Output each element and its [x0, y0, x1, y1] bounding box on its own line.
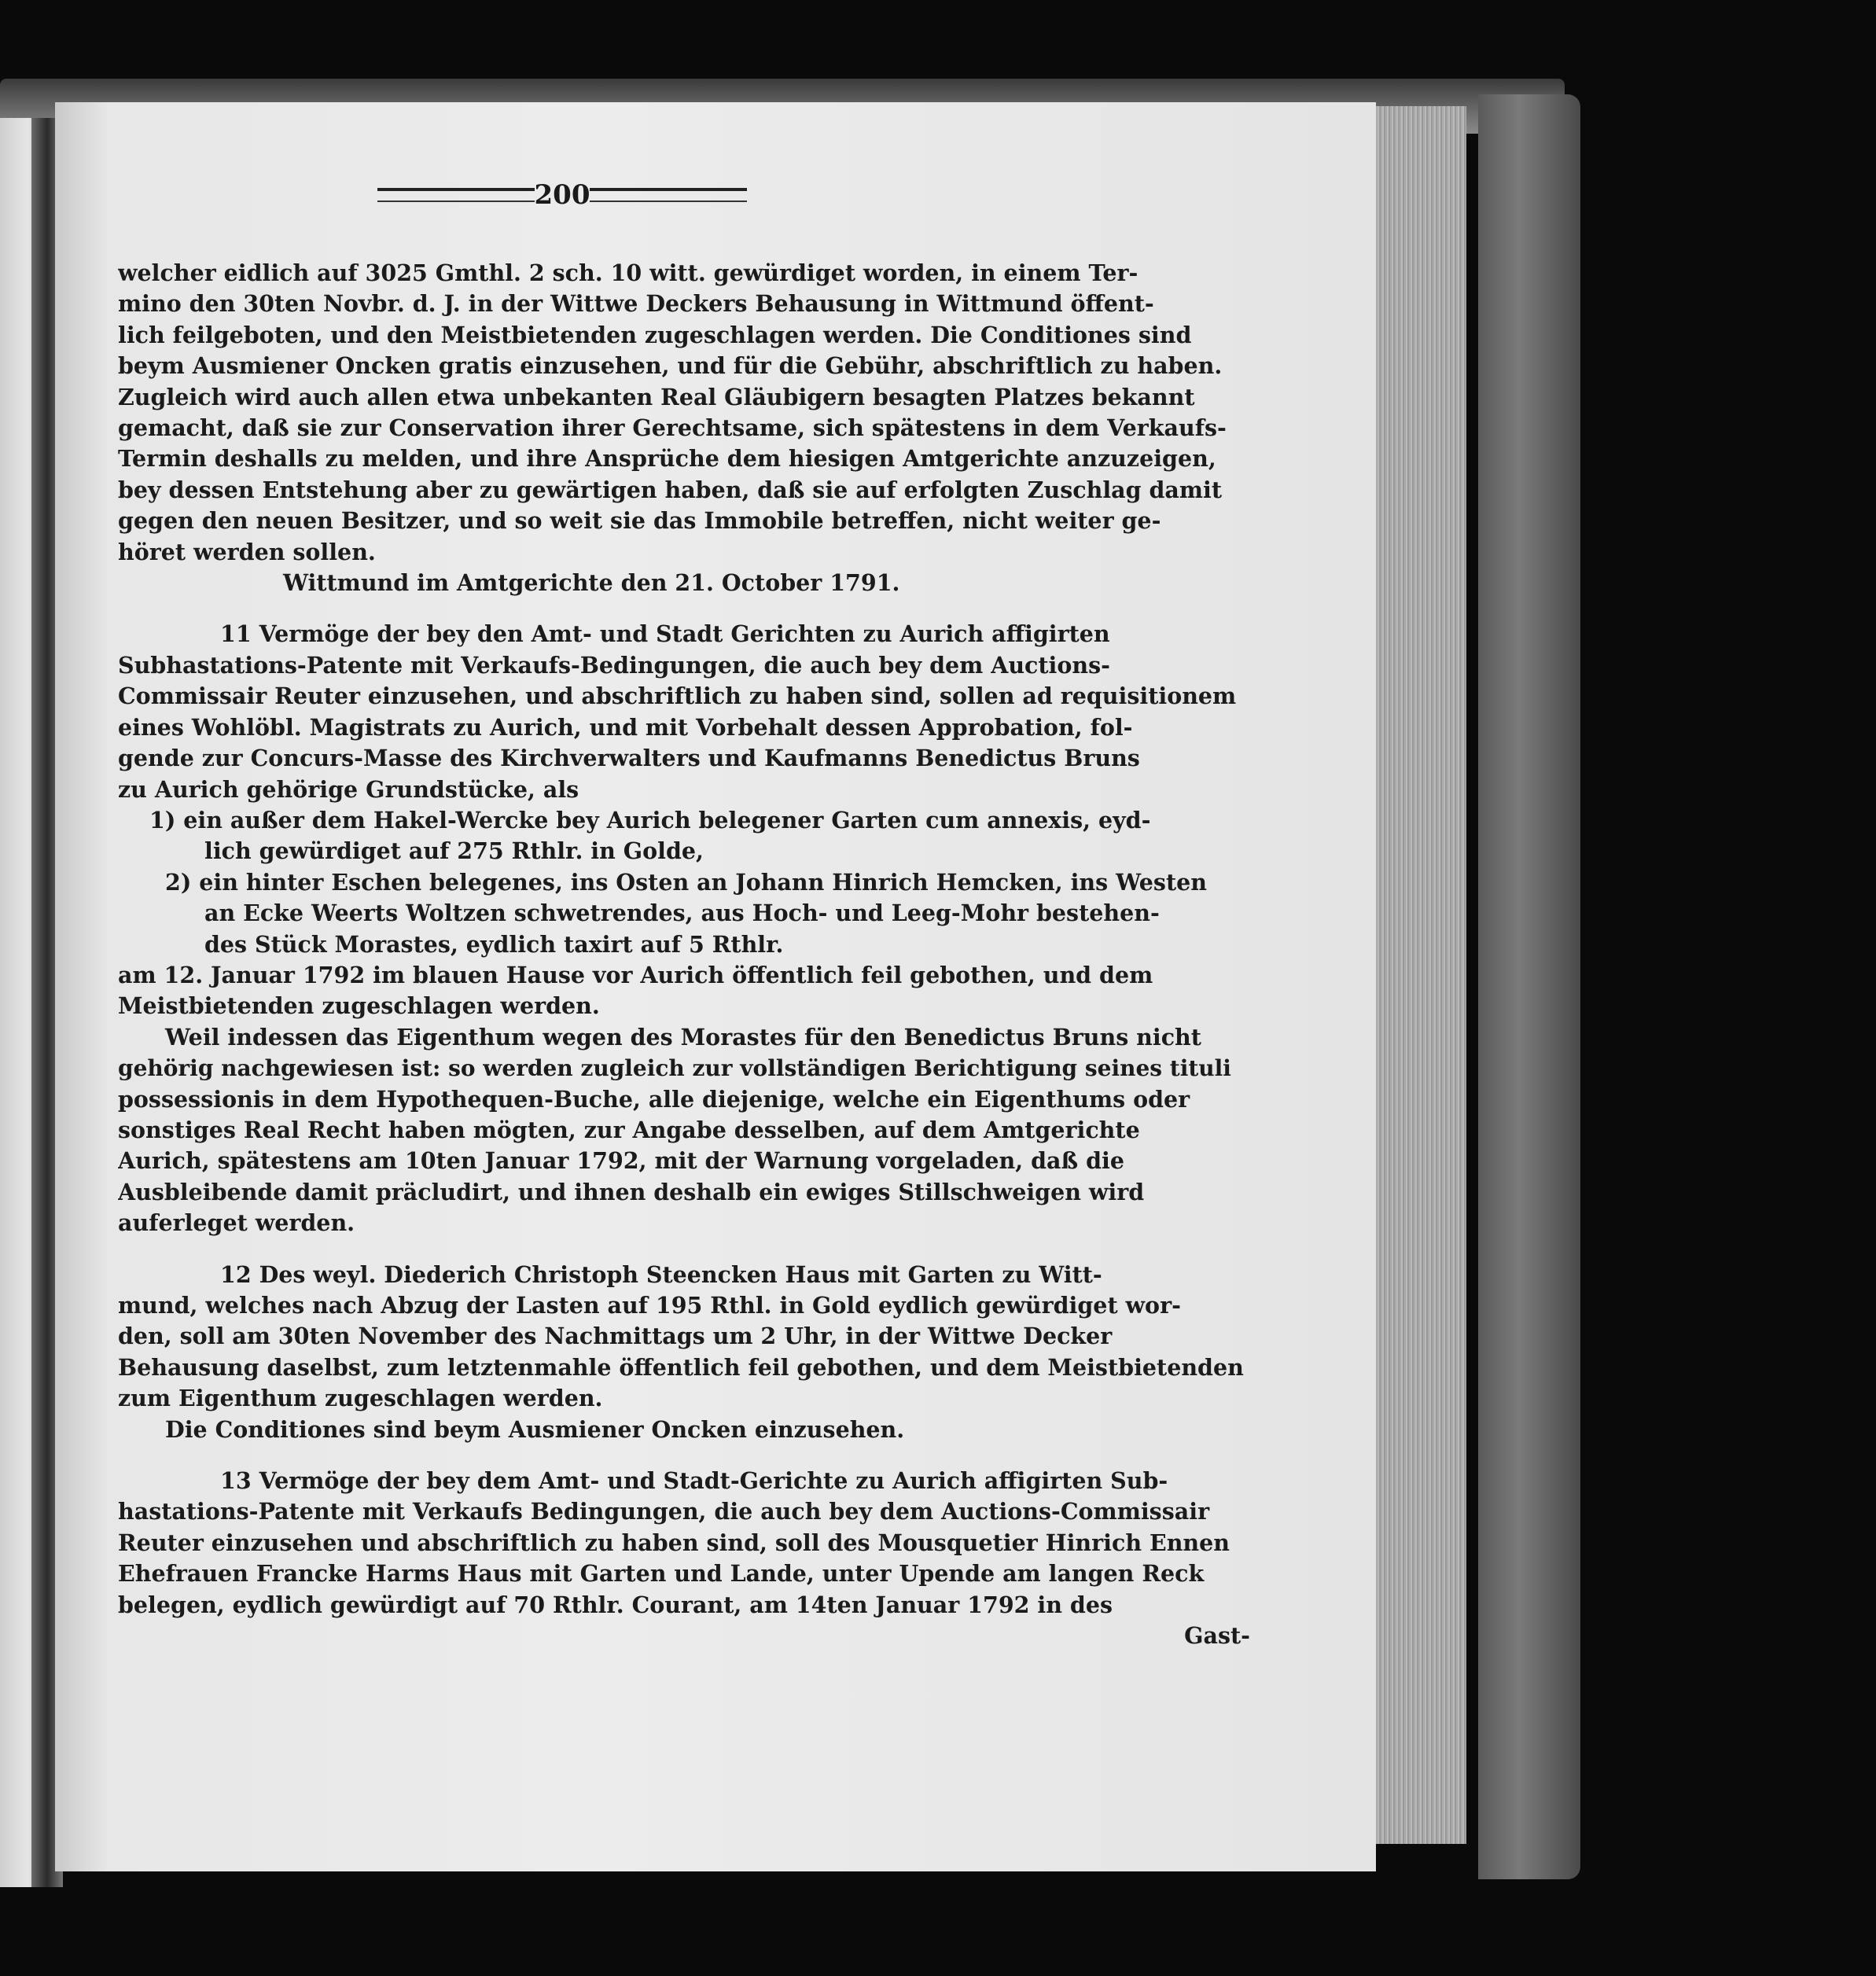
page-stack-edges — [1372, 106, 1466, 1844]
list-item-continuation: des Stück Morastes, eydlich taxirt auf 5 Rthlr. — [204, 930, 784, 958]
text-line: mino den 30ten Novbr. d. J. in der Wittwe Deckers Behausung in Wittmund öffent- — [118, 290, 1154, 318]
item-heading-11: 11 Vermöge der bey den Amt- und Stadt Gerichten zu Aurich affigirten — [220, 620, 1110, 648]
text-line: lich feilgeboten, und den Meistbietenden zugeschlagen werden. Die Conditiones sind — [118, 321, 1192, 348]
text-line: am 12. Januar 1792 im blauen Hause vor Aurich öffentlich feil gebothen, und dem — [118, 961, 1153, 988]
list-item: 2) ein hinter Eschen belegenes, ins Osten an Johann Hinrich Hemcken, ins Westen — [165, 868, 1207, 896]
list-item-continuation: lich gewürdiget auf 275 Rthlr. in Golde, — [204, 837, 704, 865]
text-line: sonstiges Real Recht haben mögten, zur Angabe desselben, auf dem Amtgerichte — [118, 1116, 1140, 1143]
text-line: Termin deshalls zu melden, und ihre Ansprüche dem hiesigen Amtgerichte anzuzeigen, — [118, 445, 1216, 473]
text-line: welcher eidlich auf 3025 Gmthl. 2 sch. 10 witt. gewürdiget worden, in einem Ter- — [118, 259, 1138, 286]
page-body — [118, 258, 1250, 1651]
text-line: Ausbleibende damit präcludirt, und ihnen deshalb ein ewiges Stillschweigen wird — [118, 1178, 1145, 1205]
text-line: zum Eigenthum zugeschlagen werden. — [118, 1385, 603, 1412]
text-line: hastations-Patente mit Verkaufs Bedingungen, die auch bey dem Auctions-Commissair — [118, 1498, 1210, 1525]
text-line: gemacht, daß sie zur Conservation ihrer Gerechtsame, sich spätestens in dem Verkaufs- — [118, 414, 1227, 442]
text-line: gehörig nachgewiesen ist: so werden zugleich zur vollständigen Berichtigung seines tituli — [118, 1055, 1231, 1082]
text-line: Weil indessen das Eigenthum wegen des Morastes für den Benedictus Bruns nicht — [165, 1023, 1201, 1051]
text-line: zu Aurich gehörige Grundstücke, als — [118, 775, 579, 803]
text-line: Meistbietenden zugeschlagen werden. — [118, 992, 600, 1020]
text-line: mund, welches nach Abzug der Lasten auf 195 Rthl. in Gold eydlich gewürdiget wor- — [118, 1292, 1181, 1319]
text-line: Subhastations-Patente mit Verkaufs-Bedingungen, die auch bey dem Auctions- — [118, 651, 1110, 679]
text-line: auferleget werden. — [118, 1209, 355, 1237]
text-line: Behausung daselbst, zum letztenmahle öffentlich feil gebothen, und dem Meistbietenden — [118, 1353, 1244, 1381]
text-line: Zugleich wird auch allen etwa unbekanten Real Gläubigern besagten Platzes bekannt — [118, 383, 1195, 410]
book-cover-right — [1478, 94, 1580, 1879]
list-item: 1) ein außer dem Hakel-Wercke bey Aurich belegener Garten cum annexis, eyd- — [149, 806, 1151, 833]
header-rule-right — [590, 188, 747, 202]
text-line: den, soll am 30ten November des Nachmittags um 2 Uhr, in der Wittwe Decker — [118, 1323, 1113, 1350]
text-line: bey dessen Entstehung aber zu gewärtigen haben, daß sie auf erfolgten Zuschlag damit — [118, 476, 1223, 503]
list-item-continuation: an Ecke Weerts Woltzen schwetrendes, aus Hoch- und Leeg-Mohr bestehen- — [204, 900, 1160, 927]
text-line: Reuter einzusehen und abschriftlich zu haben sind, soll des Mousquetier Hinrich Ennen — [118, 1529, 1230, 1556]
text-line: höret werden sollen. — [118, 538, 376, 565]
text-line: beym Ausmiener Oncken gratis einzusehen, und für die Gebühr, abschriftlich zu haben. — [118, 352, 1223, 380]
page-number: 200 — [534, 179, 590, 211]
text-line: gende zur Concurs-Masse des Kirchverwalters und Kaufmanns Benedictus Bruns — [118, 745, 1140, 772]
catchword: Gast- — [1184, 1622, 1250, 1650]
dateline: Wittmund im Amtgerichte den 21. October 1791. — [283, 569, 900, 597]
text-line: eines Wohlöbl. Magistrats zu Aurich, und mit Vorbehalt dessen Approbation, fol- — [118, 713, 1133, 741]
header-rule-left — [377, 188, 535, 202]
text-line: Ehefrauen Francke Harms Haus mit Garten und Lande, unter Upende am langen Reck — [118, 1560, 1205, 1588]
text-line: possessionis in dem Hypothequen-Buche, alle diejenige, welche ein Eigenthums oder — [118, 1085, 1190, 1113]
text-line: Die Conditiones sind beym Ausmiener Oncken einzusehen. — [165, 1415, 905, 1443]
page-header — [377, 179, 747, 211]
text-line: belegen, eydlich gewürdigt auf 70 Rthlr. Courant, am 14ten Januar 1792 in des — [118, 1591, 1113, 1618]
item-heading-12: 12 Des weyl. Diederich Christoph Steencken Haus mit Garten zu Witt- — [220, 1260, 1102, 1288]
text-line: Aurich, spätestens am 10ten Januar 1792, mit der Warnung vorgeladen, daß die — [118, 1147, 1124, 1175]
item-heading-13: 13 Vermöge der bey dem Amt- und Stadt-Gerichte zu Aurich affigirten Sub- — [220, 1467, 1168, 1495]
text-line: gegen den neuen Besitzer, und so weit sie das Immobile betreffen, nicht weiter ge- — [118, 507, 1161, 535]
text-line: Commissair Reuter einzusehen, und abschriftlich zu haben sind, sollen ad requisitionem — [118, 683, 1237, 710]
